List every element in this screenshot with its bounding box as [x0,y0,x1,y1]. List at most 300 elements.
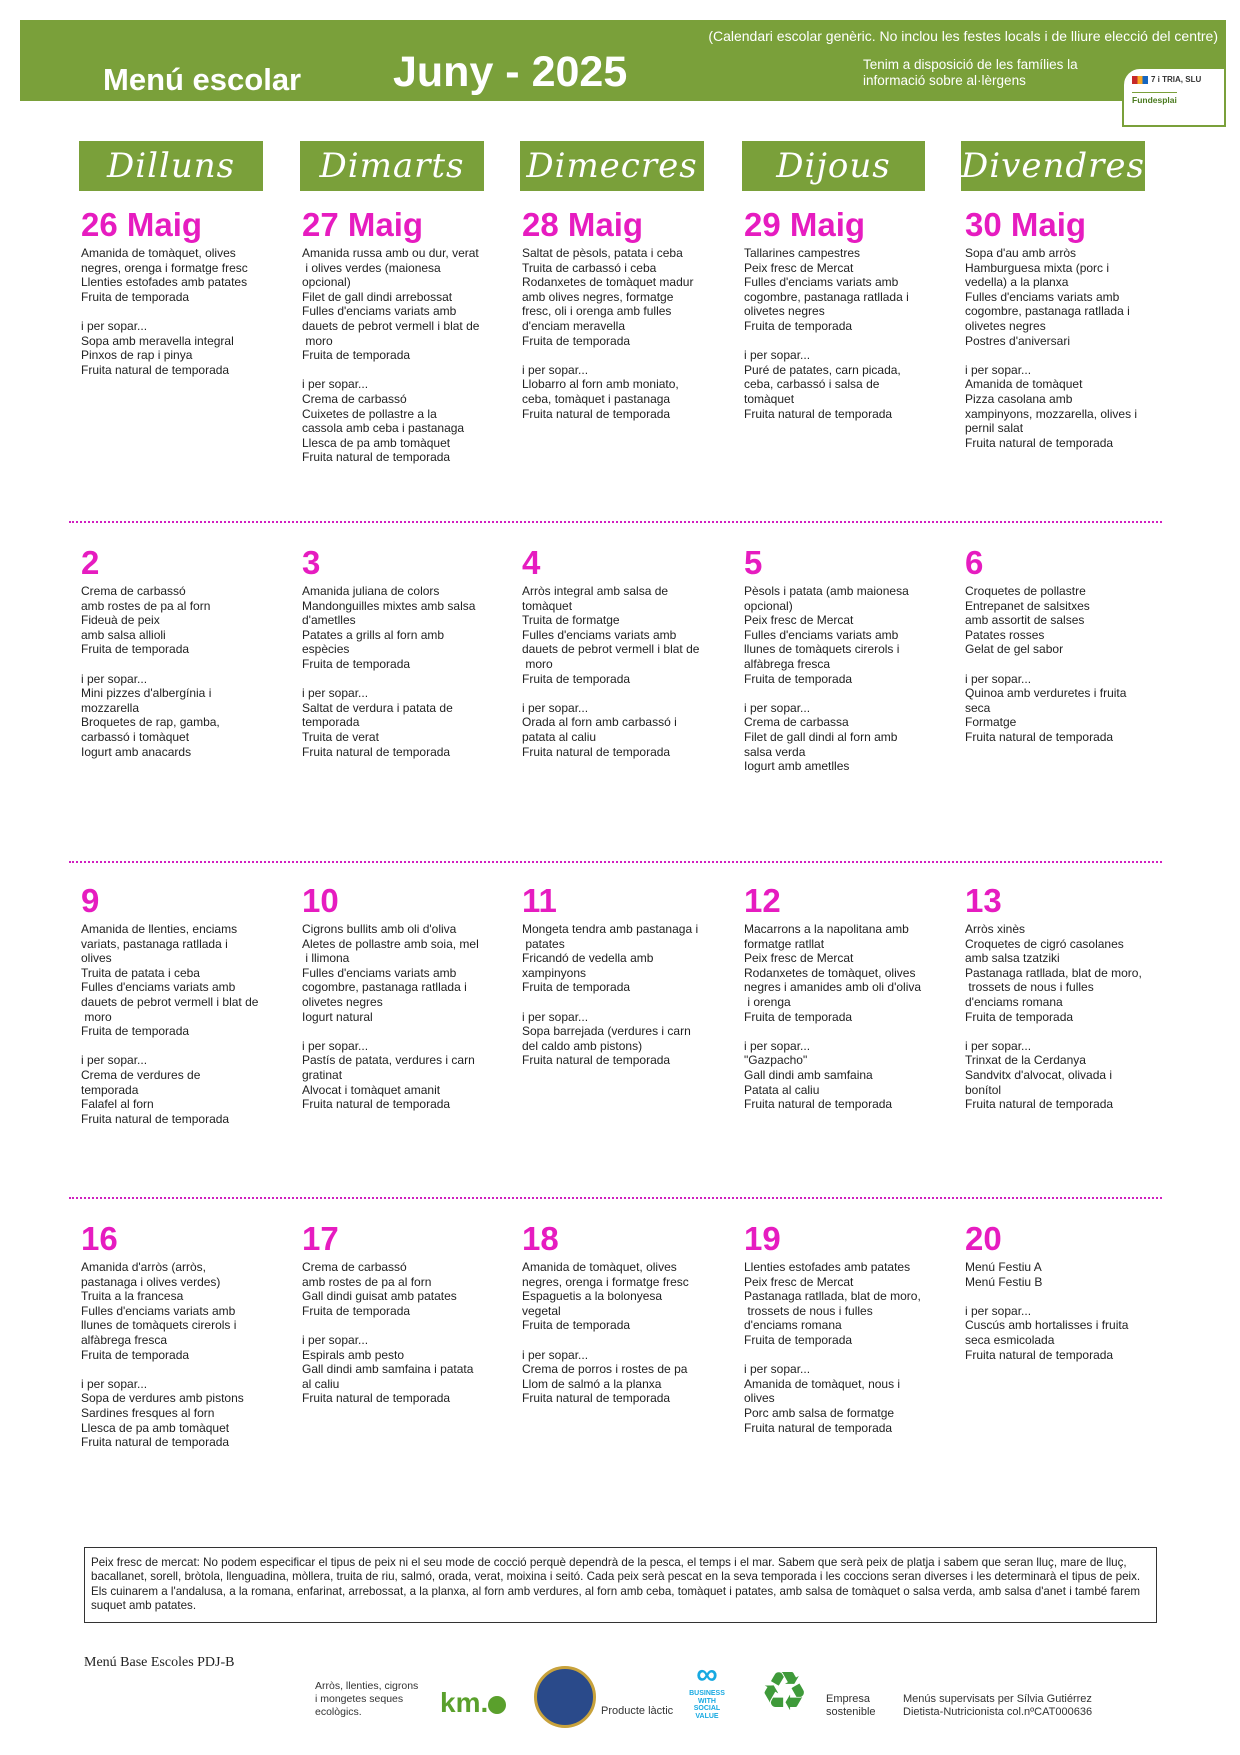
menu-line: Truita de formatge [522,613,620,628]
dinner-label: i per sopar... [302,1332,369,1347]
menu-line: Truita de verat [302,729,379,744]
menu-line: Fruita de temporada [81,642,190,657]
menu-line: Patates rosses [965,627,1045,642]
km0-logo: km. [440,1687,506,1719]
week-separator [69,861,1162,863]
menu-line: Peix fresc de Mercat [744,613,854,628]
day-number: 28 Maig [522,206,644,243]
menu-line: temporada [302,715,360,730]
menu-line: negres i amanides amb oli d'oliva [744,980,922,995]
menu-line: amb salsa tzatziki [965,951,1060,966]
dinner-label: i per sopar... [965,671,1032,686]
month-title: Juny - 2025 [393,48,628,96]
menu-line: Hamburguesa mixta (porc i [965,260,1110,275]
menu-line [744,1024,944,1039]
day-cell [522,883,722,1068]
menu-line: alfàbrega fresca [81,1332,168,1347]
menu-line: Broquetes de rap, gamba, [81,715,220,730]
menu-line: trossets de nous i fulles [965,980,1094,995]
menu-line: llunes de tomàquets cirerols i [81,1318,237,1333]
menu-line: Fruita natural de temporada [81,1111,230,1126]
menu-line [81,304,281,319]
menu-line: cassola amb ceba i pastanaga [302,421,465,436]
menu-line: Saltat de pèsols, patata i ceba [522,246,683,260]
menu-line: Fruita de temporada [522,671,631,686]
menu-line: Fruita natural de temporada [302,1391,451,1406]
page-title: Menú escolar [103,62,302,97]
menu-line: Fruita natural de temporada [744,1420,893,1435]
menu-line: pastanaga i olives verdes) [81,1274,221,1289]
menu-line: Fricandó de vedella amb [522,951,654,966]
day-number: 4 [522,544,541,581]
dairy-product-label: Producte làctic [601,1705,674,1717]
menu-line: Sandvitx d'alvocat, olivada i [965,1067,1113,1082]
menu-line: Fruita de temporada [81,1024,190,1039]
day-cell [744,883,944,1112]
menu-line: Amanida de tomàquet, nous i [744,1376,901,1391]
dinner-label: i per sopar... [522,362,589,377]
menu-line: dauets de pebrot vermell i blat de [302,318,480,333]
day-number: 6 [965,544,984,581]
menu-line: patata al caliu [522,729,597,744]
menu-line: Croquetes de pollastre [965,584,1086,598]
day-cell [81,883,281,1126]
menu-line: vedella) a la planxa [965,275,1069,290]
menu-line: olivetes negres [744,304,825,319]
menu-line: Fruita natural de temporada [744,1097,893,1112]
menu-line: negres, orenga i formatge fresc [522,1274,689,1289]
dinner-label: i per sopar... [744,348,811,363]
menu-line: Sardines fresques al forn [81,1405,215,1420]
day-number: 30 Maig [965,206,1087,243]
dinner-label: i per sopar... [522,1347,589,1362]
day-cell [744,545,944,774]
dinner-label: i per sopar... [522,700,589,715]
menu-line: Orada al forn amb carbassó i [522,715,677,730]
day-number: 5 [744,544,763,581]
dinner-label: i per sopar... [744,700,811,715]
menu-line: negres, orenga i formatge fresc [81,260,248,275]
menu-line: Peix fresc de Mercat [744,951,854,966]
menu-line: Fruita natural de temporada [965,1347,1114,1362]
infinity-icon: ∞ [696,1658,718,1691]
allergens-info [863,57,1123,89]
menu-line: Tallarines campestres [744,246,861,260]
dinner-label: i per sopar... [302,377,369,392]
menu-line: olives [744,1391,775,1406]
menu-line: Cuixetes de pollastre a la [302,406,437,421]
day-cell [302,883,502,1112]
menu-line: cogombre, pastanaga ratllada i [965,304,1130,319]
week-separator [69,1197,1162,1199]
menu-line: Arròs integral amb salsa de [522,584,669,598]
menu-line: Falafel al forn [81,1097,154,1112]
menu-line: Arròs xinès [965,922,1026,936]
fish-note: Peix fresc de mercat: No podem especificar el tipus de peix ni el seu mode de cocció perquè dependrà de la pesca, el temps i el mar. Sabem que serà peix de platja i sabem que seran lluç, mare de lluç, bacallanet, sorell, bròtola, llenguadina, mòllera, truita de riu, salmó, orada, verat, moixina i seitó. Cada peix serà pescat en la seva temporada i les coccions seran diverses i les determinarà el tipus de peix. Els cuinarem a l'andalusa, a la romana, enfarinat, arrebossat, a la planxa, al forn amb verdures, al forn amb ceba, tomàquet i patates, amb salsa de tomàquet o salsa verda, amb salsa d'anet i també farem suquet amb patates. [84,1547,1157,1623]
menu-line [965,1289,1165,1304]
day-number: 2 [81,544,100,581]
menu-line: olivetes negres [965,318,1046,333]
menu-line: tomàquet [522,598,573,613]
la-fageda-logo [534,1666,596,1728]
day-header-dijous: Dijous [742,141,925,191]
menu-line [302,1318,502,1333]
menu-line [81,1039,281,1054]
day-cell [965,1221,1165,1362]
menu-line: ceba, tomàquet i pastanaga [522,391,671,406]
day-number: 12 [744,882,781,919]
menu-line: amb rostes de pa al forn [302,1274,432,1289]
day-cell [744,207,944,421]
allergens-line-1: Tenim a disposició de les famílies la [863,57,1078,72]
menu-line: Fruita natural de temporada [965,729,1114,744]
menu-line: Fulles d'enciams variats amb [965,289,1120,304]
menu-line [522,995,722,1010]
calendar-disclaimer: (Calendari escolar genèric. No inclou les festes locals i de lliure elecció del centre) [708,28,1218,44]
menu-line: Amanida de llenties, enciams [81,922,238,936]
menu-line: Peix fresc de Mercat [744,260,854,275]
menu-line [744,1348,944,1363]
dinner-label: i per sopar... [965,362,1032,377]
menu-line: Aletes de pollastre amb soia, mel [302,936,479,951]
day-number: 19 [744,1220,781,1257]
dinner-label: i per sopar... [744,1362,811,1377]
menu-line: Saltat de verdura i patata de [302,700,453,715]
day-cell [81,545,281,759]
dinner-label: i per sopar... [302,686,369,701]
menu-line: formatge ratllat [744,936,825,951]
menu-line: Pastís de patata, verdures i carn [302,1053,475,1068]
dinner-label: i per sopar... [965,1303,1032,1318]
dinner-label: i per sopar... [302,1038,369,1053]
menu-line: Fulles d'enciams variats amb [302,304,457,319]
day-header-divendres: Divendres [961,141,1145,191]
menu-line: opcional) [302,275,351,290]
fundesplai-logo: Fundesplai [1132,92,1177,105]
menu-line: Formatge [965,715,1017,730]
menu-line: Fruita de temporada [744,1009,853,1024]
day-number: 13 [965,882,1002,919]
day-number: 20 [965,1220,1002,1257]
menu-line: Porc amb salsa de formatge [744,1405,895,1420]
menu-line: Fulles d'enciams variats amb [522,627,677,642]
menu-line: fresc, oli i orenga amb fulles [522,304,672,319]
recycle-icon: ♻ [760,1662,809,1722]
seven-i-tria-logo: 7 i TRIA, SLU [1132,75,1201,84]
menu-line: xampinyons, mozzarella, olives i [965,406,1138,421]
menu-line: Gall dindi amb samfaina i patata [302,1362,474,1377]
menu-line: Iogurt amb ametlles [744,759,850,774]
menu-line: Llenties estofades amb patates [744,1260,911,1274]
day-number: 16 [81,1220,118,1257]
eco-legumes-text: Arròs, llenties, cigrons i mongetes seques ecològics. [315,1680,419,1718]
menu-line: Fruita de temporada [302,1303,411,1318]
dinner-label: i per sopar... [81,1376,148,1391]
menu-line: olives [81,951,112,966]
menu-line: Llesca de pa amb tomàquet [302,435,451,450]
day-cell [744,1221,944,1435]
menu-line [302,363,502,378]
menu-line: Fruita natural de temporada [302,1097,451,1112]
dinner-label: i per sopar... [81,318,148,333]
day-number: 18 [522,1220,559,1257]
menu-line: Sopa d'au amb arròs [965,246,1077,260]
menu-line: Fruita de temporada [522,980,631,995]
menu-line: Crema de carbassó [302,391,407,406]
menu-line [522,686,722,701]
day-header-dimarts: Dimarts [300,141,484,191]
menu-line: Truita de patata i ceba [81,965,200,980]
menu-line: Puré de patates, carn picada, [744,362,901,377]
menu-line: Sopa de verdures amb pistons [81,1391,244,1406]
day-cell [965,883,1165,1112]
menu-line [965,348,1165,363]
menu-line: Filet de gall dindi arrebossat [302,289,453,304]
menu-line [81,657,281,672]
menu-line: mozzarella [81,700,140,715]
menu-line: llunes de tomàquets cirerols i [744,642,900,657]
menu-line: al caliu [302,1376,340,1391]
menu-line: dauets de pebrot vermell i blat de [522,642,700,657]
menu-line: Filet de gall dindi al forn amb [744,729,898,744]
header-banner [20,20,1226,105]
menu-line: Gall dindi guisat amb patates [302,1289,457,1304]
menu-line [522,1333,722,1348]
menu-line: amb assortit de salses [965,613,1085,628]
menu-line: moro [81,1009,112,1024]
dinner-label: i per sopar... [744,1038,811,1053]
menu-line: alfàbrega fresca [744,656,831,671]
menu-line: carbassó i tomàquet [81,729,190,744]
menu-line: cogombre, pastanaga ratllada i [744,289,909,304]
menu-line: Mini pizzes d'albergínia i [81,686,212,701]
menu-line: Mongeta tendra amb pastanaga i [522,922,699,936]
menu-line: dauets de pebrot vermell i blat de [81,994,259,1009]
day-number: 9 [81,882,100,919]
menu-line: Gall dindi amb samfaina [744,1067,873,1082]
menu-line: Fideuà de peix [81,613,160,628]
menu-line: Fulles d'enciams variats amb [302,965,457,980]
menu-line: Mandonguilles mixtes amb salsa [302,598,476,613]
day-header-dilluns: Dilluns [79,141,263,191]
menu-line: espècies [302,642,350,657]
menu-line: Pastanaga ratllada, blat de moro, [965,965,1142,980]
menu-line: amb rostes de pa al forn [81,598,211,613]
menu-line: Iogurt amb anacards [81,744,192,759]
menu-line: tomàquet [744,391,795,406]
day-cell [302,545,502,759]
menu-line: Fruita natural de temporada [81,362,230,377]
menu-base-label: Menú Base Escoles PDJ-B [84,1655,235,1670]
day-cell [81,1221,281,1450]
day-number: 27 Maig [302,206,424,243]
menu-line: Fruita natural de temporada [302,450,451,465]
menu-line: Truita a la francesa [81,1289,184,1304]
menu-line: Fruita de temporada [744,318,853,333]
menu-line: Fruita de temporada [302,348,411,363]
menu-line: Fruita natural de temporada [965,435,1114,450]
menu-line: Cigrons bullits amb oli d'oliva [302,922,457,936]
menu-line: Fulles d'enciams variats amb [744,627,899,642]
supervisor-text: Menús supervisats per Sílvia Gutiérrez Dietista-Nutricionista col.nºCAT000636 [903,1693,1093,1718]
menu-line: xampinyons [522,965,587,980]
day-cell [302,1221,502,1406]
menu-line [302,1024,502,1039]
menu-line: Crema de verdures de [81,1067,201,1082]
menu-line: Fruita natural de temporada [522,1391,671,1406]
menu-line [302,672,502,687]
menu-line: Alvocat i tomàquet amanit [302,1082,441,1097]
menu-line: Rodanxetes de tomàquet madur [522,275,694,290]
menu-line: Fruita natural de temporada [522,1053,671,1068]
menu-line: Llenties estofades amb patates [81,275,248,290]
menu-line: Amanida de tomàquet [965,377,1083,392]
day-number: 29 Maig [744,206,866,243]
menu-line: Fruita natural de temporada [965,1097,1114,1112]
menu-line: Fruita de temporada [744,671,853,686]
day-cell [522,1221,722,1406]
menu-line: moro [302,333,333,348]
menu-line: Pinxos de rap i pinya [81,348,193,363]
menu-line: olivetes negres [302,994,383,1009]
sustainable-company-text: Empresa sostenible [826,1693,876,1718]
menu-line: Menú Festiu A [965,1260,1042,1274]
menu-line: moro [522,656,553,671]
menu-line: Sopa barrejada (verdures i carn [522,1024,691,1039]
menu-line: Postres d'aniversari [965,333,1070,348]
menu-line: pernil salat [965,421,1024,436]
day-number: 26 Maig [81,206,203,243]
day-header-dimecres: Dimecres [520,141,704,191]
menu-line: Gelat de gel sabor [965,642,1064,657]
menu-line: Pastanaga ratllada, blat de moro, [744,1289,921,1304]
menu-line: Truita de carbassó i ceba [522,260,657,275]
menu-line: Pizza casolana amb [965,391,1073,406]
day-number: 17 [302,1220,339,1257]
menu-line: Crema de carbassó [302,1260,407,1274]
menu-line: Llom de salmó a la planxa [522,1376,662,1391]
menu-line: Llobarro al forn amb moniato, [522,377,679,392]
menu-line: temporada [81,1082,139,1097]
menu-line: Quinoa amb verduretes i fruita [965,686,1127,701]
menu-line: Crema de porros i rostes de pa [522,1362,688,1377]
allergens-line-2: informació sobre al·lèrgens [863,73,1026,88]
menu-line: Trinxat de la Cerdanya [965,1053,1086,1068]
menu-line: Fruita de temporada [81,1347,190,1362]
menu-line [522,348,722,363]
menu-line: Cuscús amb hortalisses i fruita [965,1318,1129,1333]
day-number: 11 [522,882,557,919]
day-number: 10 [302,882,339,919]
menu-line: bonítol [965,1082,1002,1097]
menu-line: Iogurt natural [302,1009,373,1024]
menu-line: Entrepanet de salsitxes [965,598,1090,613]
menu-line: d'enciam meravella [522,318,626,333]
menu-line: Amanida juliana de colors [302,584,440,598]
menu-line: Fruita de temporada [744,1332,853,1347]
dinner-label: i per sopar... [81,671,148,686]
menu-line: cogombre, pastanaga ratllada i [302,980,467,995]
menu-line: variats, pastanaga ratllada i [81,936,228,951]
dinner-label: i per sopar... [81,1053,148,1068]
menu-line: Patates a grills al forn amb [302,627,445,642]
menu-line: Fruita natural de temporada [744,406,893,421]
week-separator [69,521,1162,523]
menu-line: Espaguetis a la bolonyesa [522,1289,663,1304]
menu-line: Fruita natural de temporada [302,744,451,759]
menu-line [965,1024,1165,1039]
menu-line: Amanida de tomàquet, olives [81,246,236,260]
menu-line: Fulles d'enciams variats amb [744,275,899,290]
day-cell [302,207,502,465]
menu-line: trossets de nous i fulles [744,1303,873,1318]
menu-line: vegetal [522,1303,561,1318]
day-number: 3 [302,544,321,581]
menu-line: i llimona [302,951,350,966]
menu-line: Crema de carbassó [81,584,186,598]
menu-line: amb salsa allioli [81,627,166,642]
menu-line: Patata al caliu [744,1082,820,1097]
menu-line: d'enciams romana [965,994,1063,1009]
day-cell [522,545,722,759]
menu-line: Amanida d'arròs (arròs, [81,1260,207,1274]
menu-line: Crema de carbassa [744,715,849,730]
menu-line: gratinat [302,1067,343,1082]
menu-line: d'ametlles [302,613,356,628]
menu-line: i olives verdes (maionesa [302,260,441,275]
day-cell [965,207,1165,450]
menu-line: Fulles d'enciams variats amb [81,1303,236,1318]
menu-line: Croquetes de cigró casolanes [965,936,1124,951]
menu-line: Fruita natural de temporada [522,406,671,421]
menu-line: ceba, carbassó i salsa de [744,377,880,392]
menu-line [81,1362,281,1377]
menu-line [744,686,944,701]
menu-line: Llesca de pa amb tomàquet [81,1420,230,1435]
menu-line: opcional) [744,598,793,613]
menu-line: Fulles d'enciams variats amb [81,980,236,995]
menu-line: Pèsols i patata (amb maionesa [744,584,909,598]
menu-line: Espirals amb pesto [302,1347,405,1362]
menu-line: amb olives negres, formatge [522,289,674,304]
menu-line: Amanida de tomàquet, olives [522,1260,677,1274]
menu-line: Fruita natural de temporada [522,744,671,759]
menu-line: i orenga [744,994,791,1009]
menu-line: del caldo amb pistons) [522,1038,643,1053]
menu-line: Macarrons a la napolitana amb [744,922,909,936]
menu-line: Fruita de temporada [81,289,190,304]
menu-line: seca esmicolada [965,1332,1055,1347]
menu-line: Peix fresc de Mercat [744,1274,854,1289]
menu-line [965,657,1165,672]
menu-line: Fruita de temporada [302,656,411,671]
dinner-label: i per sopar... [522,1009,589,1024]
dinner-label: i per sopar... [965,1038,1032,1053]
menu-line: Menú Festiu B [965,1274,1043,1289]
menu-line: Fruita natural de temporada [81,1435,230,1450]
menu-line: Fruita de temporada [965,1009,1074,1024]
company-logo [1122,67,1226,127]
menu-line: seca [965,700,991,715]
day-cell [965,545,1165,745]
menu-line: d'enciams romana [744,1318,842,1333]
menu-line: salsa verda [744,744,806,759]
day-cell [81,207,281,377]
business-social-value-logo: ∞ BUSINESS WITH SOCIAL VALUE [681,1660,733,1720]
menu-line: Rodanxetes de tomàquet, olives [744,965,916,980]
menu-line: Fruita de temporada [522,333,631,348]
menu-line: patates [522,936,565,951]
